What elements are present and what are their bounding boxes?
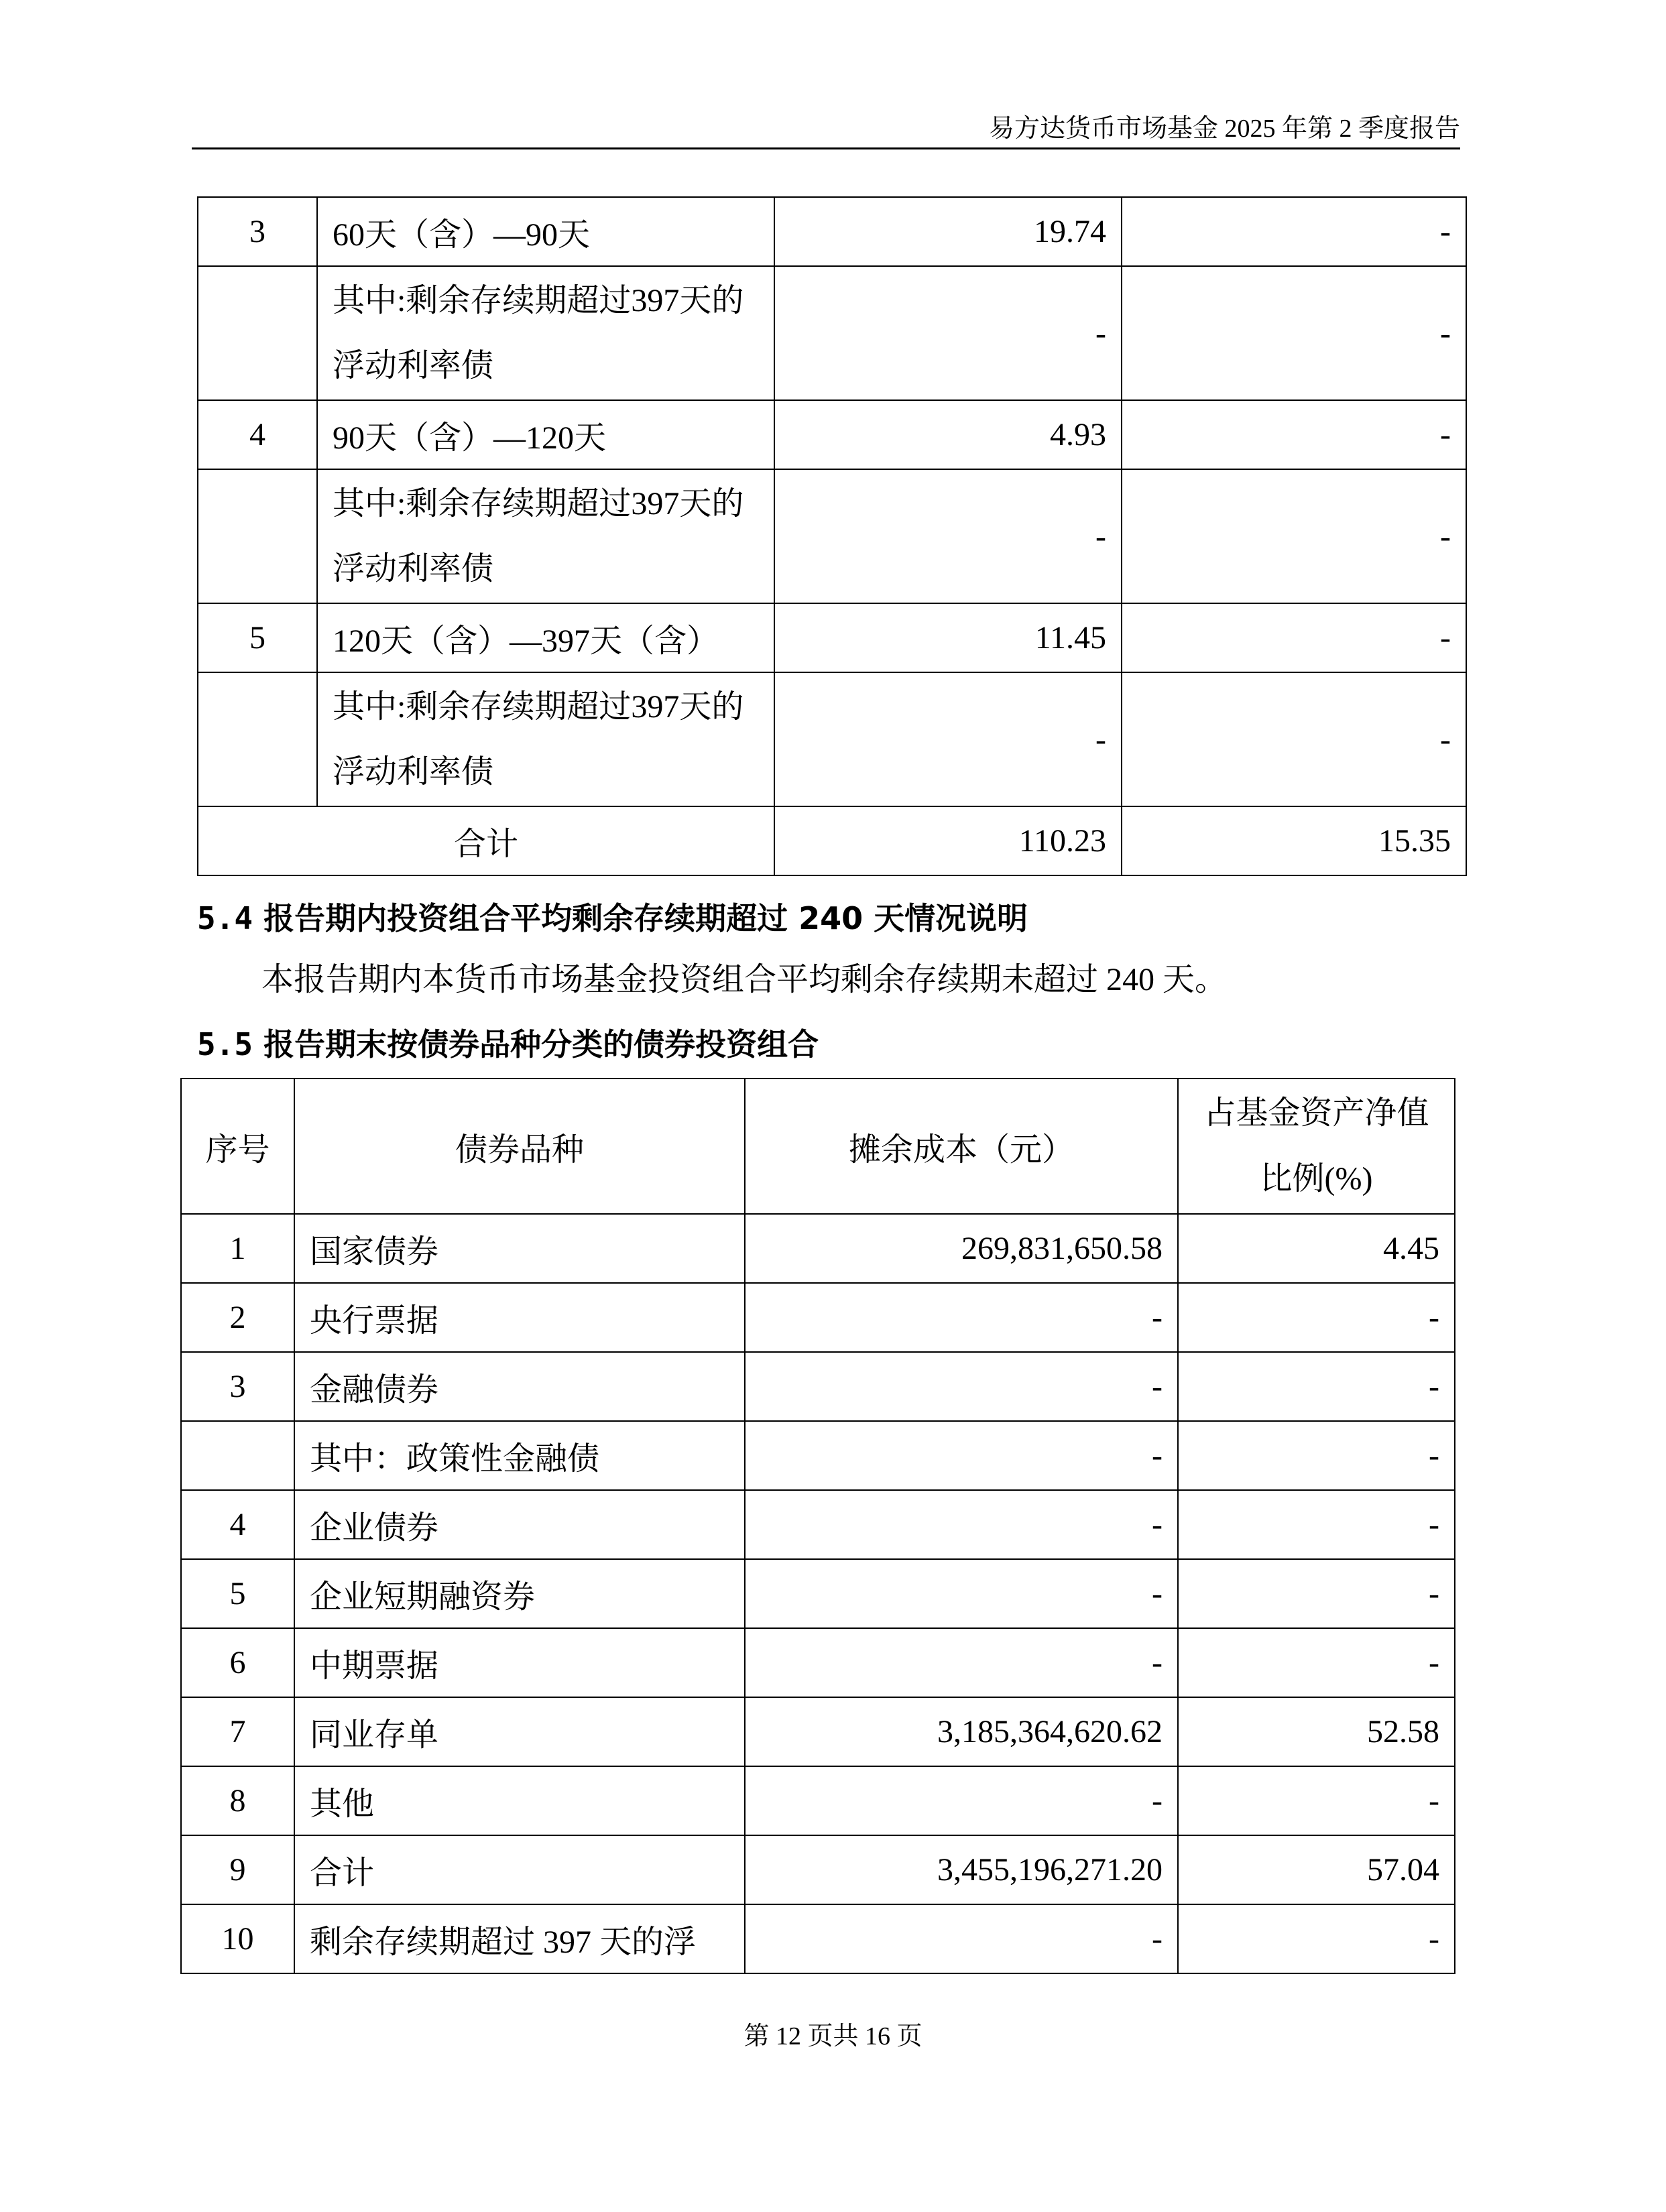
amortized-cost: - bbox=[745, 1283, 1178, 1352]
table-row bbox=[181, 1421, 1455, 1490]
value-cell: 19.74 bbox=[774, 197, 1122, 266]
row-number bbox=[198, 469, 317, 603]
term-label: 90天（含）—120天 bbox=[317, 400, 774, 469]
term-label: 60天（含）—90天 bbox=[317, 197, 774, 266]
term-label-line: 其中:剩余存续期超过397天的 bbox=[333, 283, 744, 318]
bond-type: 国家债券 bbox=[294, 1214, 745, 1283]
amortized-cost: 3,185,364,620.62 bbox=[745, 1697, 1178, 1766]
row-number: 3 bbox=[198, 197, 317, 266]
section-title: 报告期内投资组合平均剩余存续期超过 240 天情况说明 bbox=[263, 900, 1028, 936]
amortized-cost: - bbox=[745, 1559, 1178, 1628]
row-number: 5 bbox=[198, 603, 317, 672]
term-label-line: 浮动利率债 bbox=[333, 551, 494, 587]
amortized-cost: - bbox=[745, 1904, 1178, 1973]
header-cell-ratio bbox=[1178, 1079, 1455, 1214]
nav-ratio: - bbox=[1178, 1283, 1455, 1352]
table-row bbox=[181, 1283, 1455, 1352]
value-cell: - bbox=[1122, 266, 1466, 400]
header-cell-cost: 摊余成本（元） bbox=[745, 1079, 1178, 1214]
bond-type: 中期票据 bbox=[294, 1628, 745, 1697]
table-row bbox=[198, 672, 1466, 806]
bond-type: 剩余存续期超过 397 天的浮 bbox=[294, 1904, 745, 1973]
nav-ratio: - bbox=[1178, 1904, 1455, 1973]
value-cell: - bbox=[774, 266, 1122, 400]
section-5-4-body: 本报告期内本货币市场基金投资组合平均剩余存续期未超过 240 天。 bbox=[261, 962, 1228, 997]
amortized-cost: 269,831,650.58 bbox=[745, 1214, 1178, 1283]
bond-type: 其他 bbox=[294, 1766, 745, 1835]
section-number: 5.5 bbox=[197, 1026, 253, 1062]
row-number: 1 bbox=[181, 1214, 294, 1283]
row-number bbox=[181, 1421, 294, 1490]
nav-ratio: - bbox=[1178, 1559, 1455, 1628]
table-row bbox=[181, 1904, 1455, 1973]
total-row bbox=[198, 806, 1466, 875]
table-row bbox=[181, 1697, 1455, 1766]
header-line: 比例(%) bbox=[1260, 1161, 1373, 1196]
table-row bbox=[181, 1490, 1455, 1559]
table-row bbox=[198, 266, 1466, 400]
row-number: 8 bbox=[181, 1766, 294, 1835]
value-cell: - bbox=[1122, 400, 1466, 469]
table-row bbox=[198, 197, 1466, 266]
value-cell: - bbox=[774, 469, 1122, 603]
bond-portfolio-table bbox=[180, 1078, 1455, 1974]
nav-ratio: 57.04 bbox=[1178, 1835, 1455, 1904]
term-label-line: 浮动利率债 bbox=[333, 754, 494, 790]
value-cell: - bbox=[774, 672, 1122, 806]
header-cell-num: 序号 bbox=[181, 1079, 294, 1214]
header-cell-type: 债券品种 bbox=[294, 1079, 745, 1214]
total-value: 110.23 bbox=[774, 806, 1122, 875]
table-row bbox=[181, 1352, 1455, 1421]
row-number: 10 bbox=[181, 1904, 294, 1973]
value-cell: - bbox=[1122, 603, 1466, 672]
amortized-cost: - bbox=[745, 1766, 1178, 1835]
row-number: 4 bbox=[198, 400, 317, 469]
bond-type: 其中：政策性金融债 bbox=[294, 1421, 745, 1490]
term-label: 120天（含）—397天（含） bbox=[317, 603, 774, 672]
amortized-cost: - bbox=[745, 1628, 1178, 1697]
amortized-cost: - bbox=[745, 1490, 1178, 1559]
bond-type: 同业存单 bbox=[294, 1697, 745, 1766]
table-row bbox=[181, 1214, 1455, 1283]
term-label-line: 其中:剩余存续期超过397天的 bbox=[333, 689, 744, 725]
section-heading-5-4 bbox=[197, 898, 1028, 938]
table-row bbox=[198, 469, 1466, 603]
total-value: 15.35 bbox=[1122, 806, 1466, 875]
term-label bbox=[317, 672, 774, 806]
header-rule bbox=[192, 147, 1460, 149]
amortized-cost: - bbox=[745, 1421, 1178, 1490]
bond-type: 央行票据 bbox=[294, 1283, 745, 1352]
section-number: 5.4 bbox=[197, 900, 253, 936]
amortized-cost: 3,455,196,271.20 bbox=[745, 1835, 1178, 1904]
nav-ratio: - bbox=[1178, 1421, 1455, 1490]
value-cell: 4.93 bbox=[774, 400, 1122, 469]
total-label: 合计 bbox=[198, 806, 774, 875]
row-number bbox=[198, 266, 317, 400]
row-number bbox=[198, 672, 317, 806]
term-label-line: 其中:剩余存续期超过397天的 bbox=[333, 486, 744, 521]
row-number: 3 bbox=[181, 1352, 294, 1421]
amortized-cost: - bbox=[745, 1352, 1178, 1421]
table-row bbox=[198, 400, 1466, 469]
term-label-line: 浮动利率债 bbox=[333, 348, 494, 383]
page-header: 易方达货币市场基金 2025 年第 2 季度报告 bbox=[988, 115, 1460, 143]
value-cell: 11.45 bbox=[774, 603, 1122, 672]
value-cell: - bbox=[1122, 469, 1466, 603]
row-number: 9 bbox=[181, 1835, 294, 1904]
bond-type: 合计 bbox=[294, 1835, 745, 1904]
row-number: 6 bbox=[181, 1628, 294, 1697]
table-header-row bbox=[181, 1079, 1455, 1214]
table-row bbox=[198, 603, 1466, 672]
table-row bbox=[181, 1559, 1455, 1628]
table-row bbox=[181, 1766, 1455, 1835]
section-heading-5-5 bbox=[197, 1024, 819, 1064]
section-title: 报告期末按债券品种分类的债券投资组合 bbox=[263, 1026, 819, 1062]
bond-type: 企业债券 bbox=[294, 1490, 745, 1559]
table-row bbox=[181, 1628, 1455, 1697]
nav-ratio: - bbox=[1178, 1490, 1455, 1559]
term-label bbox=[317, 266, 774, 400]
row-number: 2 bbox=[181, 1283, 294, 1352]
remaining-term-table bbox=[197, 196, 1467, 876]
nav-ratio: - bbox=[1178, 1628, 1455, 1697]
row-number: 7 bbox=[181, 1697, 294, 1766]
row-number: 4 bbox=[181, 1490, 294, 1559]
header-line: 占基金资产净值 bbox=[1203, 1095, 1429, 1131]
nav-ratio: - bbox=[1178, 1766, 1455, 1835]
term-label bbox=[317, 469, 774, 603]
bond-type: 企业短期融资券 bbox=[294, 1559, 745, 1628]
page-footer: 第 12 页共 16 页 bbox=[743, 2022, 923, 2050]
table-row bbox=[181, 1835, 1455, 1904]
nav-ratio: - bbox=[1178, 1352, 1455, 1421]
value-cell: - bbox=[1122, 197, 1466, 266]
value-cell: - bbox=[1122, 672, 1466, 806]
nav-ratio: 52.58 bbox=[1178, 1697, 1455, 1766]
bond-type: 金融债券 bbox=[294, 1352, 745, 1421]
nav-ratio: 4.45 bbox=[1178, 1214, 1455, 1283]
row-number: 5 bbox=[181, 1559, 294, 1628]
